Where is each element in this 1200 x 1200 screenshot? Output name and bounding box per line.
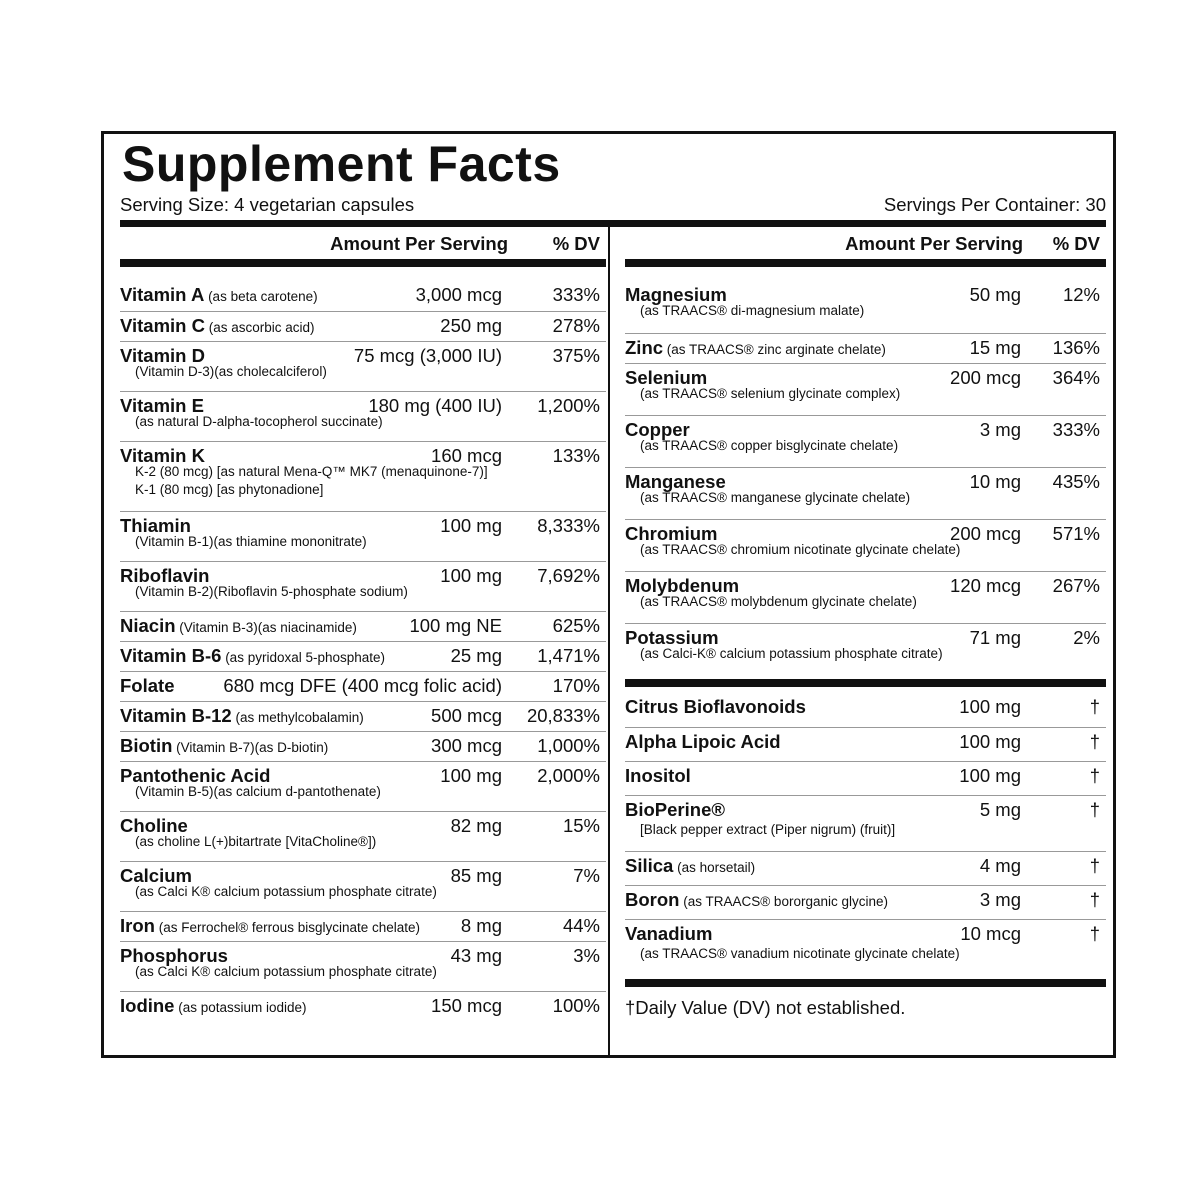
nutrient-dv: 375% [552, 345, 600, 366]
amount-per-serving-heading: Amount Per Serving [845, 233, 1023, 254]
nutrient-detail: K-1 (80 mcg) [as phytonadione] [135, 482, 324, 497]
nutrient-row [625, 851, 1106, 885]
nutrient-dv: 333% [1052, 419, 1100, 440]
nutrient-label: Vitamin C [120, 315, 205, 336]
nutrient-detail: (as TRAACS® manganese glycinate chelate) [640, 490, 911, 505]
nutrient-name [625, 731, 781, 753]
nutrient-label: Manganese [625, 471, 726, 492]
nutrient-source: (as potassium iodide) [174, 1000, 307, 1015]
nutrient-amount: 25 mg [450, 645, 502, 666]
nutrient-amount: 100 mg [440, 565, 502, 586]
nutrient-amount: 250 mg [440, 315, 502, 336]
nutrient-dv: 20,833% [526, 705, 600, 726]
panel-title: Supplement Facts [122, 136, 561, 192]
nutrient-row [625, 467, 1106, 519]
nutrient-label: Chromium [625, 523, 718, 544]
nutrient-name [625, 696, 806, 718]
nutrient-detail: (Vitamin B-2)(Riboflavin 5-phosphate sodium) [135, 584, 408, 599]
nutrient-amount: 4 mg [979, 855, 1021, 876]
nutrient-amount: 150 mcg [431, 995, 502, 1016]
footnote-rule [625, 979, 1106, 987]
nutrient-source: (Vitamin B-3)(as niacinamide) [175, 620, 357, 635]
left-nutrient-list [120, 281, 606, 1021]
nutrient-row [120, 281, 606, 311]
nutrient-dv: 1,471% [537, 645, 600, 666]
nutrient-name [120, 315, 315, 337]
nutrient-row [625, 623, 1106, 675]
nutrient-source: (as beta carotene) [204, 289, 318, 304]
nutrient-dv: 100% [552, 995, 600, 1016]
nutrient-dv: 1,000% [537, 735, 600, 756]
nutrient-detail: (as choline L(+)bitartrate [VitaCholine®]) [135, 834, 377, 849]
nutrient-detail: (as TRAACS® selenium glycinate complex) [640, 386, 901, 401]
nutrient-detail: (as TRAACS® vanadium nicotinate glycinate chelate) [640, 946, 960, 961]
nutrient-row [625, 363, 1106, 415]
nutrient-dv: † [1089, 731, 1100, 752]
nutrient-label: BioPerine® [625, 799, 725, 820]
nutrient-detail: (as TRAACS® molybdenum glycinate chelate) [640, 594, 917, 609]
nutrient-row [625, 727, 1106, 761]
nutrient-row [625, 885, 1106, 919]
nutrient-row [120, 611, 606, 641]
nutrient-row [625, 795, 1106, 851]
nutrient-label: Calcium [120, 865, 192, 886]
nutrient-row [120, 561, 606, 611]
nutrient-row [120, 811, 606, 861]
nutrient-label: Potassium [625, 627, 719, 648]
nutrient-dv: 571% [1052, 523, 1100, 544]
nutrient-amount: 100 mg [440, 765, 502, 786]
nutrient-dv: 435% [1052, 471, 1100, 492]
nutrient-amount: 300 mcg [431, 735, 502, 756]
nutrient-dv: 44% [562, 915, 600, 936]
nutrient-label: Choline [120, 815, 188, 836]
nutrient-dv: † [1089, 799, 1100, 820]
nutrient-name [120, 705, 364, 727]
nutrient-row [120, 341, 606, 391]
nutrient-amount: 75 mcg (3,000 IU) [353, 345, 502, 366]
other-ingredients-list [625, 693, 1106, 975]
nutrient-name [120, 995, 307, 1017]
nutrient-dv: 1,200% [537, 395, 600, 416]
nutrient-dv: 15% [562, 815, 600, 836]
nutrient-label: Vitamin B-12 [120, 705, 232, 726]
nutrient-row [120, 861, 606, 911]
nutrient-dv: 133% [552, 445, 600, 466]
nutrient-amount: 8 mg [460, 915, 502, 936]
nutrient-label: Biotin [120, 735, 173, 756]
nutrient-label: Boron [625, 889, 680, 910]
nutrient-dv: 267% [1052, 575, 1100, 596]
nutrient-dv: 8,333% [537, 515, 600, 536]
nutrient-name [120, 615, 357, 637]
nutrient-name [120, 735, 328, 757]
nutrient-amount: 100 mg [959, 696, 1021, 717]
nutrient-detail: (Vitamin B-5)(as calcium d-pantothenate) [135, 784, 381, 799]
left-column [120, 227, 606, 1055]
nutrient-dv: 333% [552, 284, 600, 305]
nutrient-label: Silica [625, 855, 674, 876]
nutrient-amount: 82 mg [450, 815, 502, 836]
nutrient-label: Vitamin D [120, 345, 205, 366]
nutrient-row [625, 333, 1106, 363]
nutrient-row [120, 441, 606, 511]
nutrient-name [625, 799, 725, 821]
nutrient-dv: † [1089, 765, 1100, 786]
nutrient-dv: 625% [552, 615, 600, 636]
nutrient-label: Pantothenic Acid [120, 765, 271, 786]
nutrient-row [120, 991, 606, 1021]
nutrient-source: (as methylcobalamin) [231, 710, 364, 725]
nutrient-amount: 43 mg [450, 945, 502, 966]
nutrient-amount: 160 mcg [431, 445, 502, 466]
nutrient-label: Niacin [120, 615, 176, 636]
nutrient-name [625, 765, 691, 787]
nutrient-detail: (as Calci-K® calcium potassium phosphate citrate) [640, 646, 943, 661]
nutrient-amount: 3,000 mcg [415, 284, 502, 305]
nutrient-row [625, 519, 1106, 571]
nutrient-source: (as Ferrochel® ferrous bisglycinate chelate) [154, 920, 421, 935]
nutrient-dv: 7,692% [537, 565, 600, 586]
nutrient-dv: † [1089, 696, 1100, 717]
nutrient-name [120, 675, 174, 697]
nutrient-source: (as TRAACS® bororganic glycine) [679, 894, 888, 909]
nutrient-source: (Vitamin B-7)(as D-biotin) [172, 740, 329, 755]
nutrient-amount: 85 mg [450, 865, 502, 886]
nutrient-label: Vanadium [625, 923, 713, 944]
nutrient-detail: (as TRAACS® copper bisglycinate chelate) [640, 438, 899, 453]
nutrient-dv: † [1089, 855, 1100, 876]
nutrient-dv: 136% [1052, 337, 1100, 358]
nutrient-label: Iodine [120, 995, 175, 1016]
nutrient-label: Citrus Bioflavonoids [625, 696, 806, 717]
left-column-header [120, 227, 606, 259]
nutrient-detail: [Black pepper extract (Piper nigrum) (fruit)] [640, 822, 896, 837]
nutrient-detail: (as Calci K® calcium potassium phosphate citrate) [135, 884, 437, 899]
amount-per-serving-heading: Amount Per Serving [330, 233, 508, 254]
serving-size: Serving Size: 4 vegetarian capsules [120, 194, 415, 215]
nutrient-row [625, 415, 1106, 467]
right-column-header [625, 227, 1106, 259]
nutrient-name [120, 915, 420, 937]
nutrient-detail: (Vitamin D-3)(as cholecalciferol) [135, 364, 327, 379]
nutrient-label: Phosphorus [120, 945, 228, 966]
nutrient-name [625, 337, 886, 359]
servings-per-container: Servings Per Container: 30 [883, 194, 1106, 215]
nutrient-detail: (as TRAACS® chromium nicotinate glycinate chelate) [640, 542, 961, 557]
nutrient-detail: (as TRAACS® di-magnesium malate) [640, 303, 865, 318]
nutrient-amount: 200 mcg [950, 367, 1021, 388]
nutrient-row [120, 941, 606, 991]
nutrient-source: (as TRAACS® zinc arginate chelate) [663, 342, 886, 357]
nutrient-label: Vitamin A [120, 284, 205, 305]
nutrient-amount: 100 mg [959, 731, 1021, 752]
nutrient-label: Inositol [625, 765, 691, 786]
nutrient-row [625, 281, 1106, 333]
nutrient-label: Vitamin E [120, 395, 204, 416]
right-column [608, 227, 1106, 1055]
nutrient-amount: 10 mcg [960, 923, 1021, 944]
nutrient-amount: 200 mcg [950, 523, 1021, 544]
nutrient-row [120, 761, 606, 811]
nutrient-row [120, 311, 606, 341]
nutrient-source: (as ascorbic acid) [204, 320, 315, 335]
nutrient-label: Copper [625, 419, 690, 440]
nutrient-name [120, 645, 385, 667]
nutrient-amount: 680 mcg DFE (400 mcg folic acid) [223, 675, 502, 696]
nutrient-dv: 7% [573, 865, 600, 886]
supplement-facts-panel [101, 131, 1116, 1058]
nutrient-row [625, 571, 1106, 623]
nutrient-label: Folate [120, 675, 175, 696]
nutrient-amount: 100 mg NE [409, 615, 502, 636]
nutrient-detail: K-2 (80 mcg) [as natural Mena-Q™ MK7 (menaquinone-7)] [135, 464, 488, 479]
nutrient-dv: 3% [573, 945, 600, 966]
right-nutrient-list [625, 281, 1106, 675]
nutrient-name [625, 889, 888, 911]
nutrient-name [120, 284, 318, 306]
nutrient-row [625, 693, 1106, 727]
nutrient-amount: 100 mg [959, 765, 1021, 786]
nutrient-label: Vitamin B-6 [120, 645, 222, 666]
nutrient-amount: 100 mg [440, 515, 502, 536]
nutrient-name [625, 923, 712, 945]
nutrient-amount: 3 mg [979, 419, 1021, 440]
header-rule [120, 259, 606, 267]
section-rule [625, 679, 1106, 687]
nutrient-label: Iron [120, 915, 155, 936]
nutrient-dv: † [1089, 889, 1100, 910]
nutrient-amount: 120 mcg [950, 575, 1021, 596]
nutrient-row [120, 731, 606, 761]
nutrient-name [625, 855, 755, 877]
dv-footnote: †Daily Value (DV) not established. [625, 997, 906, 1018]
nutrient-row [625, 919, 1106, 975]
header-rule [625, 259, 1106, 267]
top-rule [120, 220, 1106, 227]
nutrient-source: (as horsetail) [673, 860, 756, 875]
nutrient-label: Thiamin [120, 515, 191, 536]
nutrient-dv: 364% [1052, 367, 1100, 388]
nutrient-detail: (as Calci K® calcium potassium phosphate citrate) [135, 964, 437, 979]
nutrient-row [120, 391, 606, 441]
nutrient-label: Vitamin K [120, 445, 205, 466]
nutrient-dv: † [1089, 923, 1100, 944]
nutrient-detail: (as natural D-alpha-tocopherol succinate) [135, 414, 383, 429]
nutrient-amount: 15 mg [969, 337, 1021, 358]
nutrient-dv: 278% [552, 315, 600, 336]
nutrient-amount: 500 mcg [431, 705, 502, 726]
nutrient-amount: 50 mg [969, 284, 1021, 305]
nutrient-amount: 5 mg [979, 799, 1021, 820]
nutrient-label: Alpha Lipoic Acid [625, 731, 781, 752]
nutrient-dv: 2,000% [537, 765, 600, 786]
nutrient-row [120, 671, 606, 701]
nutrient-dv: 12% [1062, 284, 1100, 305]
nutrient-row [120, 911, 606, 941]
nutrient-row [120, 641, 606, 671]
nutrient-detail: (Vitamin B-1)(as thiamine mononitrate) [135, 534, 367, 549]
nutrient-label: Molybdenum [625, 575, 740, 596]
nutrient-dv: 2% [1073, 627, 1100, 648]
nutrient-label: Zinc [625, 337, 664, 358]
nutrient-label: Riboflavin [120, 565, 210, 586]
nutrient-label: Magnesium [625, 284, 727, 305]
nutrient-dv: 170% [552, 675, 600, 696]
nutrient-label: Selenium [625, 367, 708, 388]
nutrient-row [120, 511, 606, 561]
nutrient-row [625, 761, 1106, 795]
nutrient-amount: 71 mg [969, 627, 1021, 648]
nutrient-row [120, 701, 606, 731]
dv-heading: % DV [1052, 233, 1100, 254]
dv-heading: % DV [552, 233, 600, 254]
nutrient-source: (as pyridoxal 5-phosphate) [221, 650, 386, 665]
nutrient-amount: 180 mg (400 IU) [368, 395, 502, 416]
nutrient-amount: 10 mg [969, 471, 1021, 492]
nutrient-amount: 3 mg [979, 889, 1021, 910]
